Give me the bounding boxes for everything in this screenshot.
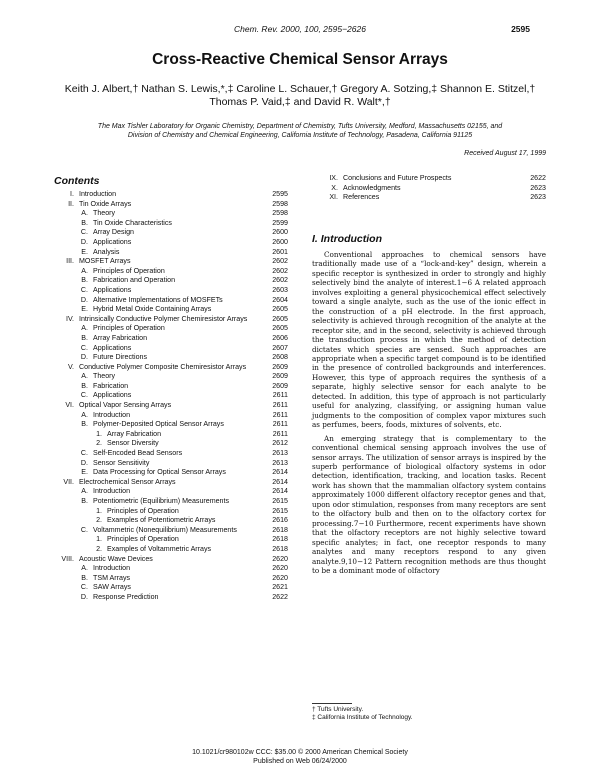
toc-entry-title: Conductive Polymer Composite Chemiresistor Arrays (79, 362, 247, 371)
toc-entry-page: 2605 (272, 305, 288, 314)
author-line: Keith J. Albert,† Nathan S. Lewis,*,‡ Caroline L. Schauer,† Gregory A. Sotzing,‡ Shannon E. Stitzel,† (64, 83, 536, 95)
toc-entry-page: 2618 (272, 535, 288, 544)
toc-entry-page: 2611 (272, 401, 288, 410)
toc-entry-number: B. (81, 497, 88, 505)
toc-entry-title: Intrinsically Conductive Polymer Chemiresistor Arrays (79, 314, 248, 323)
toc-entry-page: 2612 (272, 439, 288, 448)
toc-entry-title: Acoustic Wave Devices (79, 554, 153, 563)
table-of-contents-continued (312, 174, 546, 203)
toc-entry (54, 516, 288, 526)
toc-entry-title: Self-Encoded Bead Sensors (93, 449, 183, 458)
toc-entry (54, 372, 288, 382)
toc-entry (54, 219, 288, 229)
toc-entry (54, 555, 288, 565)
publication-date: Published on Web 06/24/2000 (253, 758, 347, 765)
toc-entry-number: D. (80, 353, 88, 362)
toc-entry (54, 238, 288, 248)
toc-entry-title: Optical Vapor Sensing Arrays (79, 401, 172, 410)
toc-entry (54, 248, 288, 258)
toc-entry-number: A. (81, 372, 88, 381)
toc-entry (312, 184, 546, 194)
doi-line: 10.1021/cr980102w CCC: $35.00 © 2000 American Chemical Society (192, 749, 408, 756)
toc-entry (54, 200, 288, 210)
toc-entry (54, 401, 288, 411)
toc-entry (54, 593, 288, 603)
toc-entry-title: MOSFET Arrays (79, 257, 131, 266)
toc-entry (54, 478, 288, 488)
toc-entry-number: D. (80, 295, 88, 304)
toc-entry-title: Potentiometric (Equilibrium) Measurements (93, 497, 230, 505)
toc-entry-title: Fabrication (93, 381, 129, 390)
toc-entry (54, 267, 288, 277)
toc-entry-number: C. (80, 449, 88, 458)
toc-entry-page: 2609 (272, 362, 288, 371)
toc-entry-page: 2600 (272, 228, 288, 237)
toc-entry-title: Tin Oxide Arrays (79, 199, 132, 208)
toc-entry (54, 276, 288, 286)
author-list (60, 83, 540, 109)
toc-entry-number: B. (81, 573, 88, 582)
toc-entry-title: Sensor Diversity (107, 439, 159, 448)
toc-entry (54, 439, 288, 449)
introduction-body (312, 250, 546, 575)
toc-entry-number: D. (80, 458, 88, 467)
footnote-rule (312, 703, 352, 704)
toc-entry-page: 2623 (530, 193, 546, 202)
toc-entry-page: 2621 (272, 583, 288, 592)
toc-entry (54, 535, 288, 545)
toc-entry-number: B. (81, 218, 88, 227)
author-line: Thomas P. Vaid,‡ and David R. Walt*,† (209, 96, 391, 108)
toc-entry-page: 2611 (272, 420, 288, 429)
toc-entry-number: C. (80, 391, 88, 400)
toc-entry (54, 430, 288, 440)
toc-entry-title: Principles of Operation (107, 535, 179, 544)
toc-entry-page: 2600 (272, 237, 288, 246)
toc-entry-page: 2608 (272, 353, 288, 362)
toc-entry-page: 2620 (272, 573, 288, 582)
toc-entry (54, 363, 288, 373)
toc-entry (54, 228, 288, 238)
footnote: ‡ California Institute of Technology. (312, 714, 413, 721)
toc-entry (54, 411, 288, 421)
toc-entry-number: C. (80, 343, 88, 352)
toc-entry-page: 2602 (272, 266, 288, 275)
toc-entry-page: 2609 (272, 381, 288, 390)
toc-entry-title: Examples of Potentiometric Arrays (107, 516, 216, 525)
toc-entry-page: 2598 (272, 209, 288, 218)
page-footer (0, 748, 600, 766)
toc-entry (54, 209, 288, 219)
toc-entry-number: A. (81, 266, 88, 275)
toc-entry (54, 507, 288, 517)
toc-entry (54, 305, 288, 315)
toc-entry-number: II. (68, 199, 74, 208)
toc-entry-number: 1. (96, 535, 102, 544)
toc-entry-title: Introduction (93, 564, 131, 573)
toc-entry (312, 193, 546, 203)
toc-entry-title: Principles of Operation (93, 324, 165, 333)
received-date: Received August 17, 1999 (464, 150, 546, 157)
toc-entry (54, 257, 288, 267)
toc-entry-page: 2616 (272, 516, 288, 525)
toc-entry-title: Hybrid Metal Oxide Containing Arrays (93, 305, 212, 314)
toc-entry-title: Analysis (93, 247, 120, 256)
toc-entry-title: TSM Arrays (93, 573, 131, 582)
table-of-contents (54, 190, 288, 603)
toc-entry-page: 2613 (272, 458, 288, 467)
body-paragraph: Conventional approaches to chemical sensors have traditionally made use of a “lock-and-key” design, wherein a specific receptor is synthesized in order to strongly and highly selectively bind the analyte of interest.1−6 A related approach involves exploiting a general physicochemical effect selectively toward a single analyte, such as the use of the ionic effect in the construction of a pH electrode. In the first approach, selectivity is achieved through recognition of the analyte at the receptor site, and in the second, selectivity is achieved through the transduction process in which the method of detection dictates which species are sensed. Such approaches are appropriate when a specific target compound is to be identified in the presence of controlled backgrounds and interferences. However, this type of approach requires the synthesis of a separate, highly selective sensor for each analyte to be detected. In addition, this type of approach is not particularly useful for analyzing, classifying, or assigning human value judgments to the composition of complex vapor mixtures such as perfumes, beers, foods, mixtures of solvents, etc. (312, 250, 546, 430)
toc-entry (312, 174, 546, 184)
toc-entry-title: Principles of Operation (107, 506, 179, 515)
toc-entry (54, 574, 288, 584)
toc-entry-page: 2604 (272, 295, 288, 304)
toc-entry-page: 2620 (272, 554, 288, 563)
toc-entry-page: 2614 (272, 477, 288, 486)
toc-entry-number: 2. (96, 439, 102, 448)
toc-entry-number: E. (81, 247, 88, 256)
toc-entry (54, 296, 288, 306)
toc-entry-number: IX. (329, 174, 338, 182)
toc-entry-title: Introduction (93, 487, 131, 496)
toc-entry-page: 2613 (272, 449, 288, 458)
toc-entry (54, 286, 288, 296)
toc-entry-title: Tin Oxide Characteristics (93, 218, 172, 227)
toc-entry-number: C. (80, 228, 88, 237)
toc-entry-number: B. (81, 381, 88, 390)
toc-entry-number: A. (81, 410, 88, 419)
toc-entry-title: Introduction (79, 190, 117, 198)
toc-entry (54, 391, 288, 401)
footnotes (312, 706, 546, 722)
toc-entry-number: A. (81, 564, 88, 573)
toc-entry-title: Array Fabrication (107, 429, 162, 438)
toc-entry-page: 2618 (272, 525, 288, 534)
toc-entry-page: 2602 (272, 276, 288, 285)
toc-entry-page: 2615 (272, 506, 288, 515)
toc-entry-number: 1. (96, 429, 102, 438)
toc-entry (54, 487, 288, 497)
toc-entry-number: III. (66, 257, 74, 266)
toc-entry-title: Future Directions (93, 353, 148, 362)
toc-entry-page: 2595 (272, 190, 288, 198)
toc-entry-page: 2623 (530, 183, 546, 192)
toc-entry (54, 344, 288, 354)
toc-entry-number: D. (80, 237, 88, 246)
toc-entry-title: Acknowledgments (343, 183, 401, 192)
toc-entry (54, 468, 288, 478)
toc-entry-title: Array Fabrication (93, 333, 148, 342)
toc-entry (54, 324, 288, 334)
toc-entry-page: 2614 (272, 487, 288, 496)
toc-entry-page: 2611 (272, 410, 288, 419)
toc-entry-number: A. (81, 324, 88, 333)
toc-entry-number: A. (81, 487, 88, 496)
toc-entry (54, 315, 288, 325)
toc-entry (54, 420, 288, 430)
toc-entry-title: Theory (93, 372, 116, 381)
toc-entry-number: C. (80, 285, 88, 294)
toc-entry (54, 353, 288, 363)
toc-entry-title: Examples of Voltammetric Arrays (107, 544, 212, 553)
toc-entry-title: Polymer-Deposited Optical Sensor Arrays (93, 420, 224, 429)
toc-entry-number: VI. (65, 401, 74, 410)
affiliation-line: The Max Tishler Laboratory for Organic Chemistry, Department of Chemistry, Tufts University, Medford, Massachusetts 02155, and (97, 123, 503, 130)
toc-entry-number: 1. (96, 506, 102, 515)
toc-entry-page: 2607 (272, 343, 288, 352)
toc-entry-page: 2609 (272, 372, 288, 381)
section-heading-introduction: I. Introduction (312, 233, 382, 245)
toc-entry-title: Fabrication and Operation (93, 276, 176, 285)
toc-entry-page: 2620 (272, 564, 288, 573)
toc-entry-title: Data Processing for Optical Sensor Arrays (93, 468, 226, 477)
body-paragraph: An emerging strategy that is complementary to the conventional chemical sensing approach involves the use of sensor arrays. The utilization of sensor arrays is inspired by the superb performance of biological olfactory systems in odor detection, identification, tracking, and location tasks. Recent work has shown that the mammalian olfactory system contains approximately 1000 different olfactory receptor genes and that, upon odor stimulation, responses from many receptors are sent to the olfactory bulb and then on to the olfactory cortex for processing.7−10 Furthermore, recent experiments have shown that the olfactory receptors are not highly selective toward specific analytes; in fact, one receptor responds to many analytes and many receptors respond to any given analyte.9,10−12 Pattern recognition methods are thus thought to be a dominant mode of olfactory (312, 433, 546, 575)
article-title: Cross-Reactive Chemical Sensor Arrays (152, 51, 448, 68)
toc-entry-number: A. (81, 209, 88, 218)
toc-entry (54, 459, 288, 469)
toc-entry-page: 2606 (272, 333, 288, 342)
toc-entry-number: VII. (63, 477, 74, 486)
toc-entry-number: C. (80, 583, 88, 592)
toc-entry-number: B. (81, 333, 88, 342)
toc-entry (54, 449, 288, 459)
toc-entry-page: 2614 (272, 468, 288, 477)
toc-entry-title: Applications (93, 237, 132, 246)
toc-entry-number: B. (81, 420, 88, 429)
running-header: Chem. Rev. 2000, 100, 2595−2626 (234, 24, 366, 34)
toc-entry-title: Array Design (93, 228, 135, 237)
footnote: † Tufts University. (312, 706, 364, 713)
toc-entry-page: 2611 (272, 429, 288, 438)
toc-entry-title: Applications (93, 391, 132, 400)
toc-entry-title: Introduction (93, 410, 131, 419)
toc-entry-page: 2599 (272, 218, 288, 227)
toc-entry (54, 564, 288, 574)
toc-entry-title: Principles of Operation (93, 266, 165, 275)
toc-entry-page: 2615 (272, 497, 288, 505)
toc-entry-title: References (343, 193, 380, 202)
toc-entry-title: Theory (93, 209, 116, 218)
toc-entry-title: Conclusions and Future Prospects (343, 174, 452, 182)
affiliation-line: Division of Chemistry and Chemical Engineering, California Institute of Technology, Pasadena, California 91125 (127, 132, 473, 139)
toc-entry-number: I. (70, 190, 74, 198)
toc-entry-title: Electrochemical Sensor Arrays (79, 477, 176, 486)
toc-entry (54, 545, 288, 555)
toc-entry-number: B. (81, 276, 88, 285)
toc-entry-title: Sensor Sensitivity (93, 458, 150, 467)
toc-entry-page: 2605 (272, 324, 288, 333)
toc-entry-page: 2601 (272, 247, 288, 256)
toc-entry-number: D. (80, 592, 88, 601)
toc-entry-title: Response Prediction (93, 592, 159, 601)
toc-entry-number: 2. (96, 544, 102, 553)
toc-entry-page: 2605 (272, 314, 288, 323)
toc-entry (54, 526, 288, 536)
toc-entry-number: VIII. (61, 554, 74, 563)
toc-entry-page: 2602 (272, 257, 288, 266)
toc-entry-page: 2622 (272, 592, 288, 601)
toc-entry-page: 2603 (272, 285, 288, 294)
toc-entry-page: 2598 (272, 199, 288, 208)
toc-entry-title: Applications (93, 343, 132, 352)
toc-entry-title: Voltammetric (Nonequilibrium) Measurements (93, 525, 237, 534)
toc-entry-title: Alternative Implementations of MOSFETs (93, 295, 223, 304)
toc-entry-number: IV. (65, 314, 74, 323)
contents-heading: Contents (54, 175, 100, 187)
toc-entry (54, 497, 288, 507)
toc-entry-number: C. (80, 525, 88, 534)
toc-entry-page: 2611 (272, 391, 288, 400)
toc-entry-title: SAW Arrays (93, 583, 131, 592)
toc-entry-number: E. (81, 468, 88, 477)
toc-entry (54, 583, 288, 593)
toc-entry (54, 334, 288, 344)
page-number: 2595 (511, 24, 530, 34)
toc-entry-number: 2. (96, 516, 102, 525)
affiliation (60, 122, 540, 140)
toc-entry-page: 2622 (530, 174, 546, 182)
toc-entry (54, 190, 288, 200)
toc-entry-page: 2618 (272, 544, 288, 553)
toc-entry-title: Applications (93, 285, 132, 294)
toc-entry-number: X. (331, 183, 338, 192)
toc-entry-number: V. (67, 362, 74, 371)
toc-entry (54, 382, 288, 392)
toc-entry-number: E. (81, 305, 88, 314)
toc-entry-number: XI. (329, 193, 338, 202)
